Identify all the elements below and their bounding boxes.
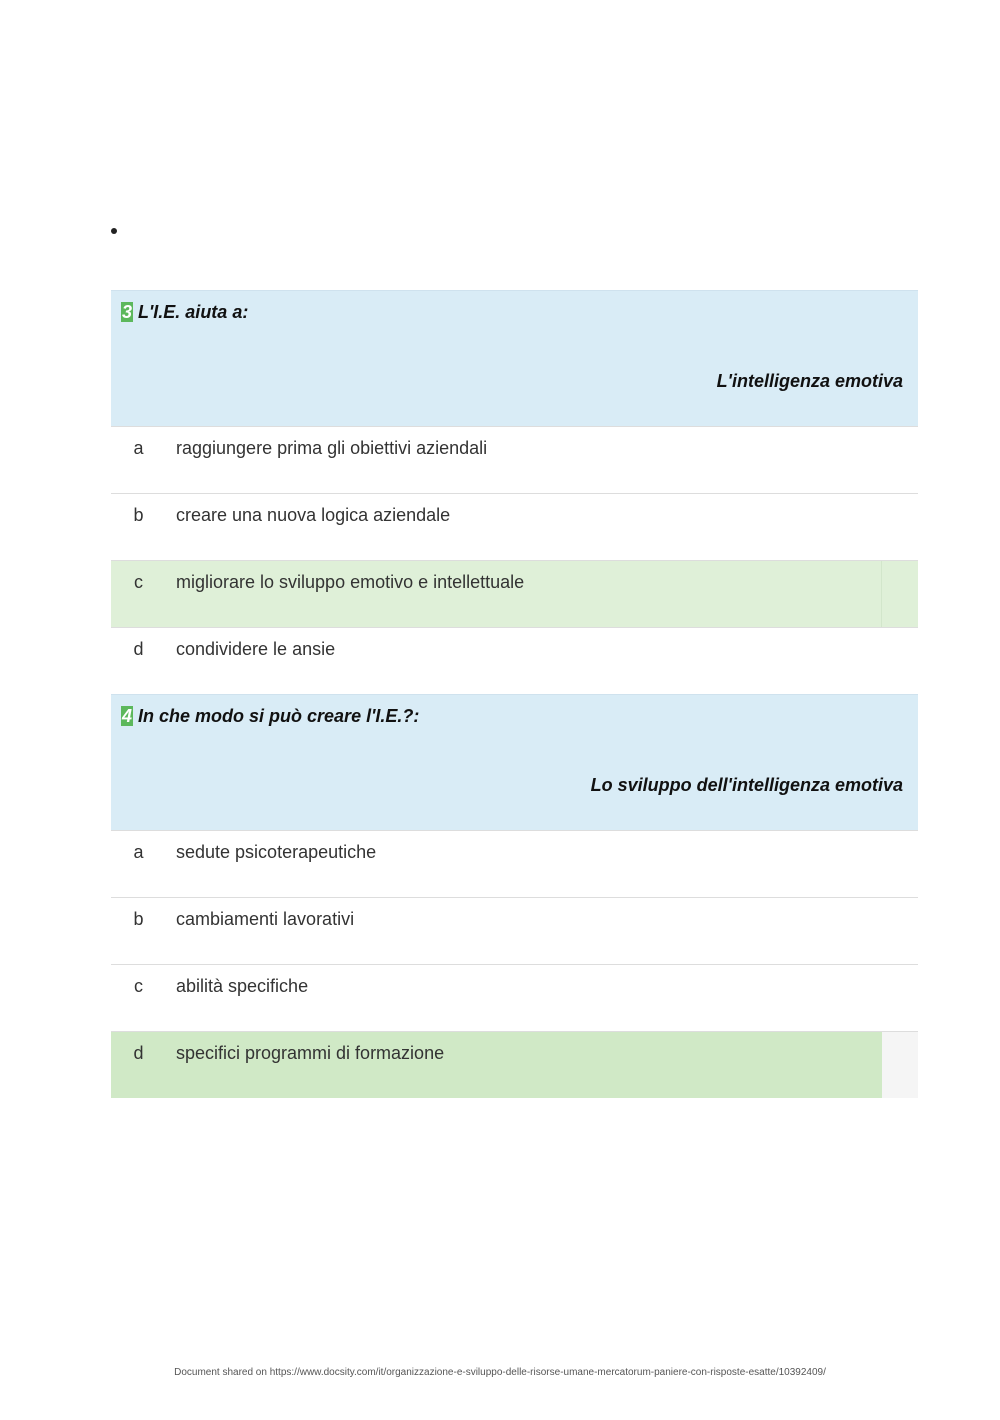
answer-letter: b — [133, 909, 144, 929]
answer-row — [111, 627, 918, 694]
answer-row — [111, 964, 918, 1031]
list-bullet — [111, 228, 117, 234]
footer-share-note: Document shared on https://www.docsity.com/it/organizzazione-e-sviluppo-delle-risorse-umane-mercatorum-paniere-con-risposte-esatte/10392409/ — [174, 1367, 826, 1378]
answer-letter: a — [133, 438, 144, 458]
answer-text: cambiamenti lavorativi — [176, 909, 355, 929]
answer-letter: c — [134, 572, 143, 592]
answer-text: raggiungere prima gli obiettivi aziendali — [176, 438, 488, 458]
question-header — [111, 694, 918, 830]
answer-text: specifici programmi di formazione — [176, 1043, 445, 1063]
answer-end-cell — [881, 561, 918, 627]
question-header — [111, 290, 918, 426]
question-number-badge: 3 — [122, 302, 133, 322]
answer-letter: c — [134, 976, 143, 996]
answer-text: creare una nuova logica aziendale — [176, 505, 451, 525]
answer-text: sedute psicoterapeutiche — [176, 842, 377, 862]
answer-text: abilità specifiche — [176, 976, 309, 996]
answer-row — [111, 830, 918, 897]
question-topic: L'intelligenza emotiva — [716, 371, 903, 391]
question-title — [121, 706, 419, 727]
answer-letter: b — [133, 505, 144, 525]
question-text: In che modo si può creare l'I.E.?: — [138, 706, 420, 726]
answer-end-cell — [882, 1032, 918, 1098]
answer-row — [111, 426, 918, 493]
question-topic: Lo sviluppo dell'intelligenza emotiva — [590, 775, 903, 795]
answer-row — [111, 493, 918, 560]
question-text: L'I.E. aiuta a: — [138, 302, 249, 322]
question-block-3 — [111, 290, 918, 694]
answer-text: migliorare lo sviluppo emotivo e intellettuale — [176, 572, 525, 592]
answer-row-correct — [111, 560, 918, 627]
question-block-4 — [111, 694, 918, 1098]
question-title — [121, 302, 248, 323]
answer-row-correct — [111, 1031, 918, 1098]
answer-letter: d — [133, 639, 144, 659]
answer-letter: d — [133, 1043, 144, 1063]
answer-row — [111, 897, 918, 964]
answer-text: condividere le ansie — [176, 639, 336, 659]
answer-letter: a — [133, 842, 144, 862]
question-number-badge: 4 — [122, 706, 133, 726]
